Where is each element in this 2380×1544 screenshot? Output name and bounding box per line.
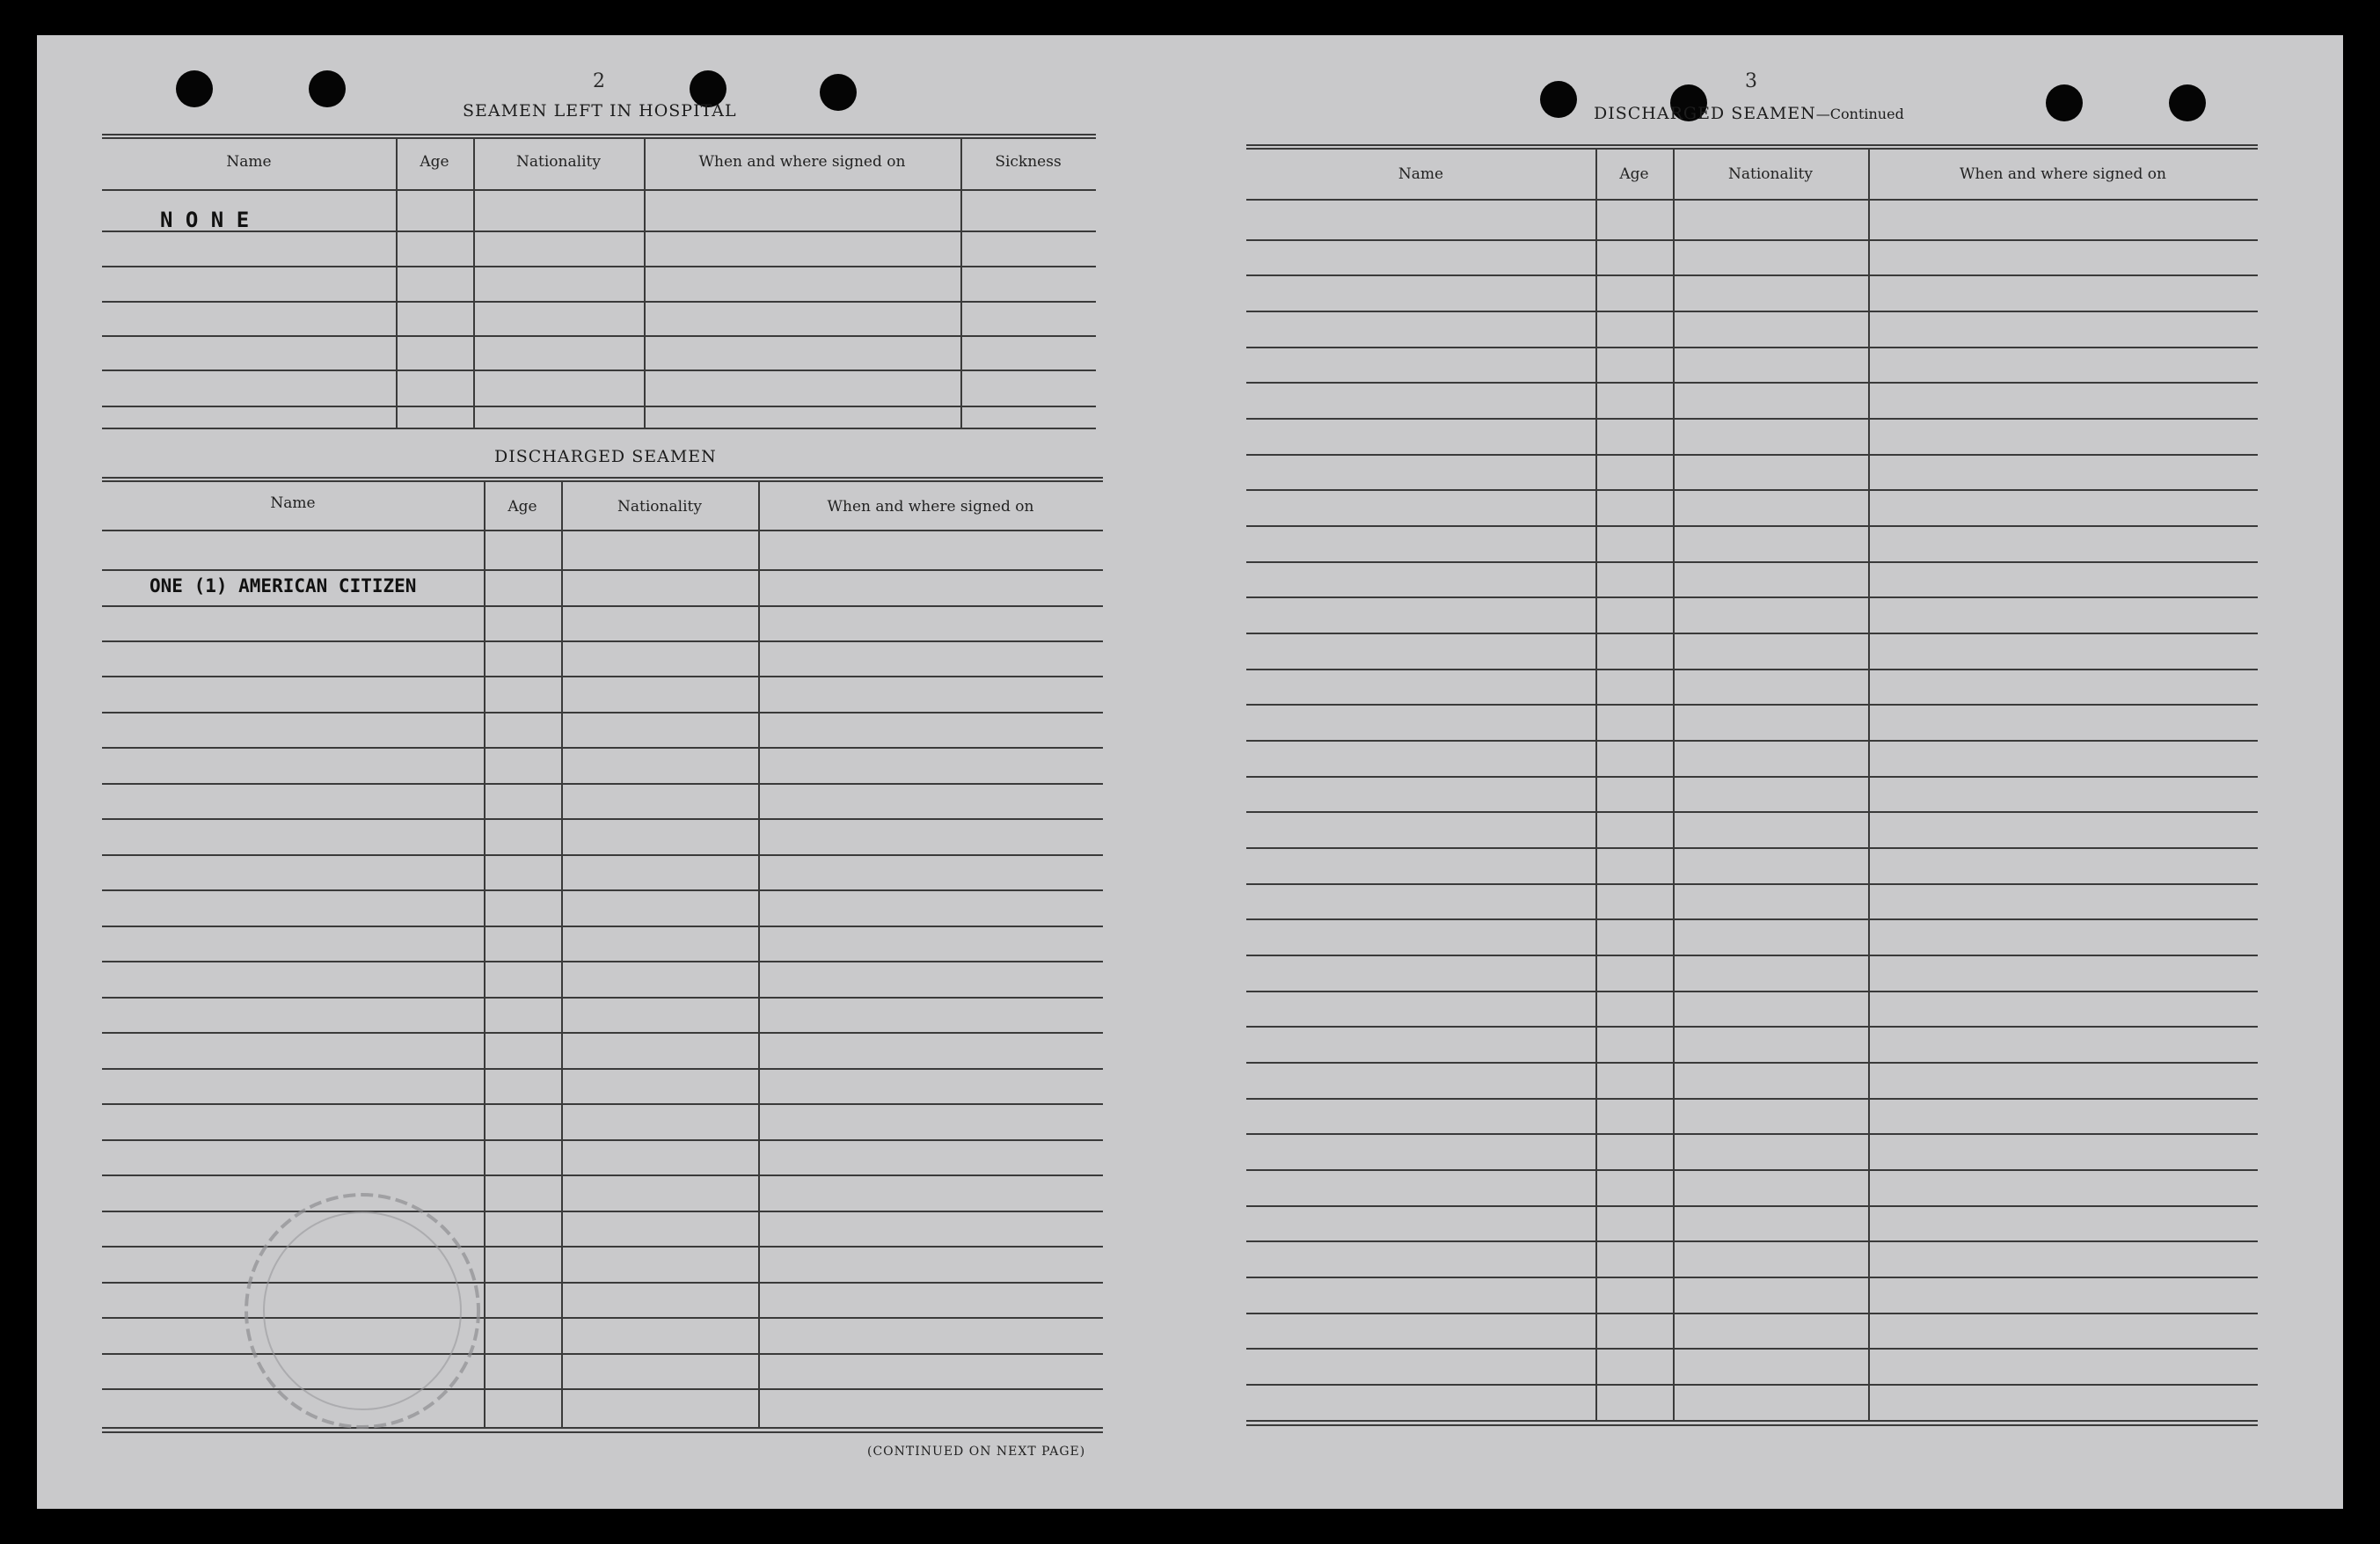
column-header: When and where signed on [1960, 165, 2166, 183]
column-header: Name [226, 153, 272, 171]
punch-hole [309, 70, 346, 107]
punch-hole [2046, 84, 2083, 121]
column-header: Nationality [516, 153, 601, 171]
faded-stamp [230, 1179, 494, 1443]
column-header: Name [1398, 165, 1444, 183]
column-header: When and where signed on [698, 153, 906, 171]
punch-hole [820, 74, 857, 111]
page-number: 2 [593, 70, 605, 92]
column-header: When and where signed on [827, 498, 1034, 516]
punch-hole [176, 70, 213, 107]
section-title: DISCHARGED SEAMEN [494, 447, 717, 466]
column-header: Age [1619, 165, 1649, 183]
section-title: SEAMEN LEFT IN HOSPITAL [463, 101, 737, 121]
column-header: Nationality [1728, 165, 1813, 183]
column-header: Nationality [617, 498, 702, 516]
section-title [1594, 104, 1904, 123]
discharged-continued-table [1246, 144, 2258, 1473]
column-header: Age [420, 153, 449, 171]
section-title-text: DISCHARGED SEAMEN [1594, 104, 1816, 123]
discharged-entry: ONE (1) AMERICAN CITIZEN [150, 575, 417, 596]
punch-hole [2169, 84, 2206, 121]
punch-hole [1540, 81, 1577, 118]
column-header: Name [270, 494, 316, 512]
continued-footer: (CONTINUED ON NEXT PAGE) [867, 1445, 1086, 1459]
column-header: Sickness [995, 153, 1062, 171]
column-header: Age [507, 498, 537, 516]
hospital-entry: N O N E [160, 208, 250, 232]
hospital-table [102, 134, 1096, 465]
document-sheet [37, 35, 2343, 1509]
page-number: 3 [1745, 70, 1757, 92]
section-title-suffix: —Continued [1815, 106, 1904, 122]
